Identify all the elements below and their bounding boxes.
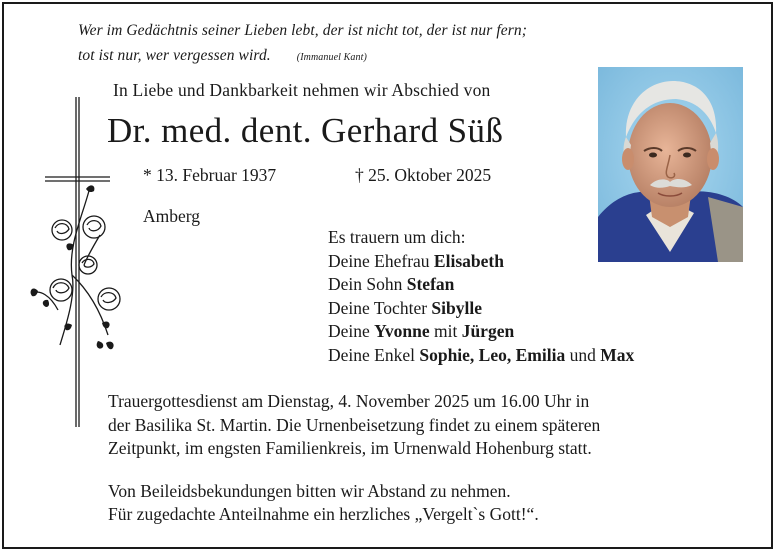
birth-date: * 13. Februar 1937 <box>143 165 277 185</box>
mourner-daughter: Deine Tochter Sibylle <box>328 297 482 318</box>
wife-name: Elisabeth <box>433 250 504 271</box>
funeral-service-text <box>108 390 600 461</box>
cross-with-roses-icon <box>28 95 128 435</box>
closing-line-2: Für zugedachte Anteilnahme ein herzliches „Vergelt`s Gott!“. <box>108 504 539 524</box>
mourner-grandchildren: Deine Enkel Sophie, Leo, Emilia und Max <box>328 344 635 365</box>
kant-quote <box>78 18 527 70</box>
grandchild-last-name: Max <box>600 344 635 365</box>
mourner-wife: Deine Ehefrau Elisabeth <box>328 250 504 271</box>
partner-name-1: Yvonne <box>374 321 430 341</box>
service-line-1: Trauergottesdienst am Dienstag, 4. November 2025 um 16.00 Uhr in <box>108 391 590 411</box>
quote-author: (Immanuel Kant) <box>296 52 367 63</box>
daughter-name: Sibylle <box>431 297 482 318</box>
son-name: Stefan <box>406 274 455 294</box>
closing-text <box>108 480 539 526</box>
grandchildren-names: Sophie, Leo, Emilia <box>419 344 566 365</box>
residence-place: Amberg <box>143 206 201 226</box>
quote-line-1: Wer im Gedächtnis seiner Lieben lebt, der ist nicht tot, der ist nur fern; <box>78 22 527 39</box>
death-date: † 25. Oktober 2025 <box>355 165 492 185</box>
mourner-son: Dein Sohn Stefan <box>328 274 455 294</box>
service-line-3: Zeitpunkt, im engsten Familienkreis, im Urnenwald Hohenburg statt. <box>108 438 592 458</box>
mourners-list <box>328 226 634 367</box>
mourners-heading: Es trauern um dich: <box>328 227 466 247</box>
intro-text: In Liebe und Dankbarkeit nehmen wir Abschied von <box>113 80 491 100</box>
closing-line-1: Von Beileidsbekundungen bitten wir Abstand zu nehmen. <box>108 481 511 501</box>
partner-name-2: Jürgen <box>461 321 515 341</box>
service-line-2: der Basilika St. Martin. Die Urnenbeisetzung findet zu einem späteren <box>108 414 601 435</box>
portrait-photo <box>598 67 743 262</box>
mourner-partner: Deine Yvonne mit Jürgen <box>328 321 515 341</box>
deceased-name: Dr. med. dent. Gerhard Süß <box>107 111 504 150</box>
quote-line-2: tot ist nur, wer vergessen wird. <box>78 47 271 64</box>
